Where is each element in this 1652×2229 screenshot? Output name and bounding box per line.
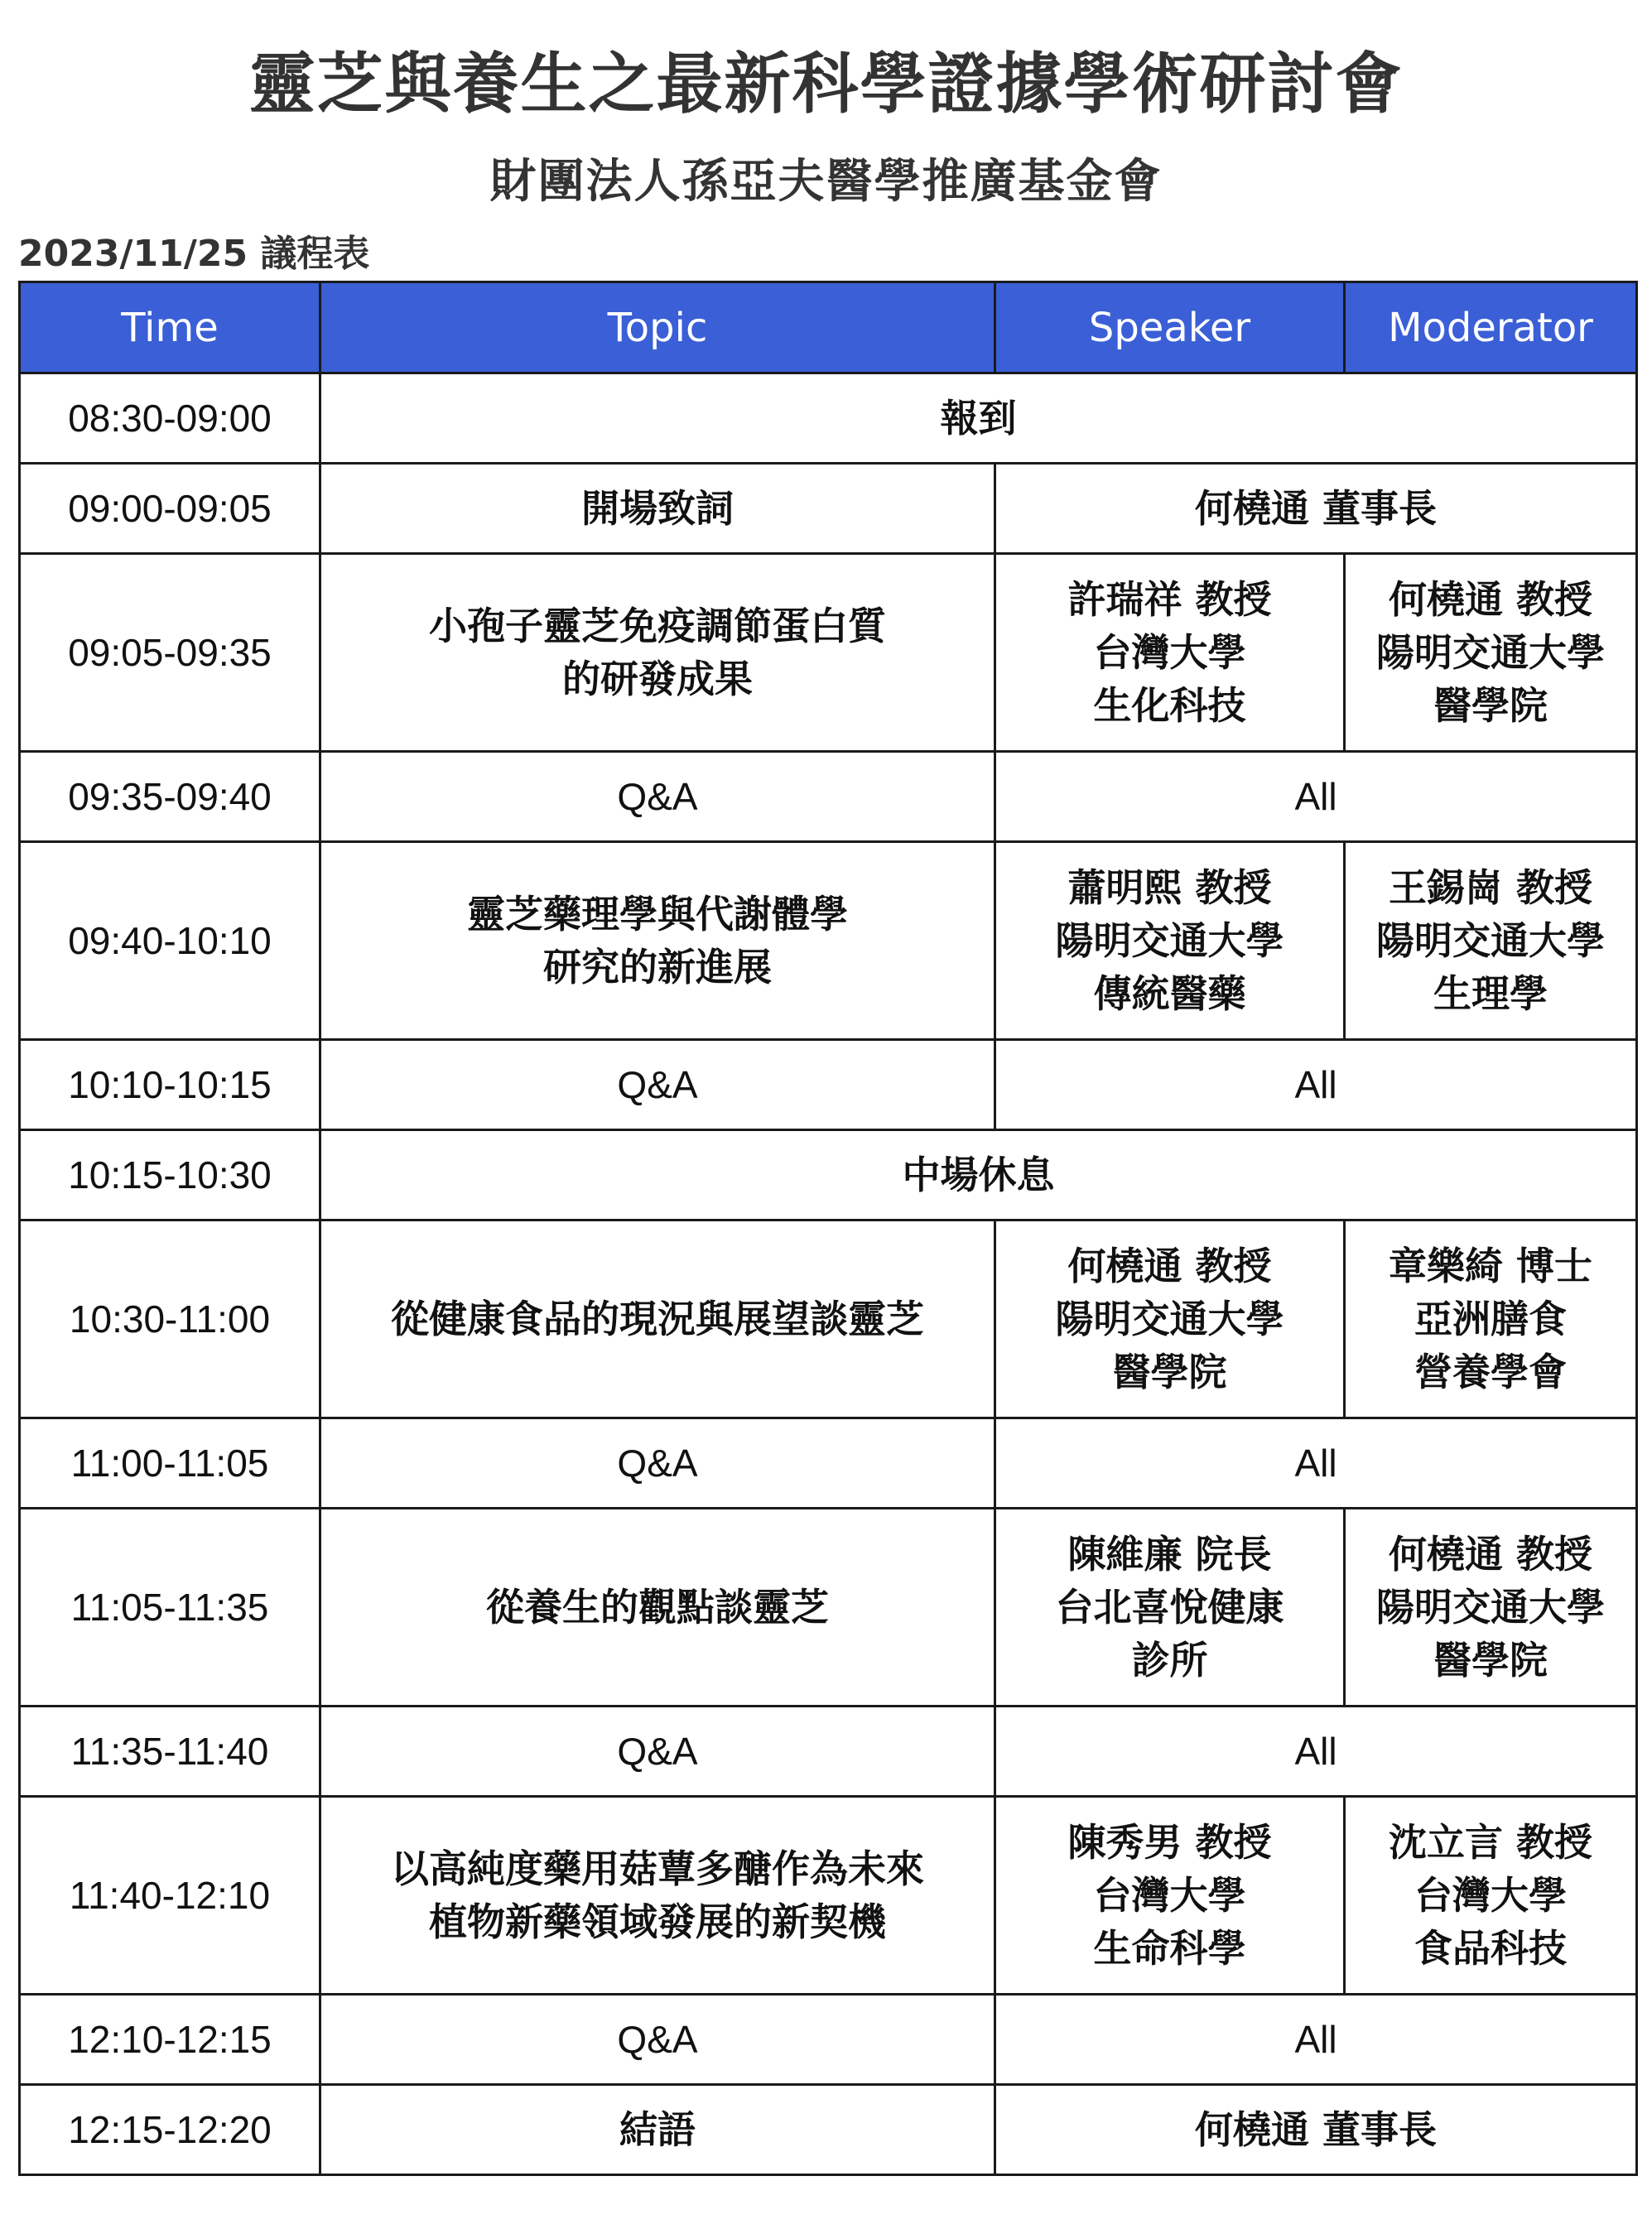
topic-cell: 從養生的觀點談靈芝	[320, 1509, 995, 1707]
agenda-row	[20, 554, 1637, 752]
time-cell: 11:05-11:35	[20, 1509, 320, 1707]
time-cell: 09:00-09:05	[20, 464, 320, 554]
topic-cell: Q&A	[320, 1995, 995, 2085]
topic-cell: 開場致詞	[320, 464, 995, 554]
agenda-row	[20, 1797, 1637, 1995]
event-cell: 中場休息	[320, 1130, 1637, 1220]
column-header-speaker: Speaker	[995, 282, 1345, 373]
page-subtitle: 財團法人孫亞夫醫學推廣基金會	[489, 155, 1163, 209]
speaker-cell: All	[995, 1707, 1637, 1797]
speaker-cell: 何橈通 董事長	[995, 2085, 1637, 2175]
speaker-cell: 蕭明熙 教授 陽明交通大學 傳統醫藥	[995, 842, 1345, 1040]
topic-cell: 小孢子靈芝免疫調節蛋白質 的研發成果	[320, 554, 995, 752]
speaker-cell: 陳秀男 教授 台灣大學 生命科學	[995, 1797, 1345, 1995]
time-cell: 08:30-09:00	[20, 373, 320, 464]
time-cell: 12:15-12:20	[20, 2085, 320, 2175]
time-cell: 09:05-09:35	[20, 554, 320, 752]
time-cell: 10:10-10:15	[20, 1040, 320, 1130]
agenda-row	[20, 464, 1637, 554]
agenda-row	[20, 752, 1637, 842]
moderator-cell: 章樂綺 博士 亞洲膳食 營養學會	[1345, 1220, 1637, 1418]
agenda-header-row	[20, 282, 1637, 373]
speaker-cell: 許瑞祥 教授 台灣大學 生化科技	[995, 554, 1345, 752]
agenda-row	[20, 1130, 1637, 1220]
time-cell: 11:00-11:05	[20, 1418, 320, 1509]
speaker-cell: All	[995, 752, 1637, 842]
column-header-moderator: Moderator	[1345, 282, 1637, 373]
speaker-cell: All	[995, 1418, 1637, 1509]
topic-cell: Q&A	[320, 1040, 995, 1130]
speaker-cell: All	[995, 1995, 1637, 2085]
agenda-row	[20, 2085, 1637, 2175]
time-cell: 10:15-10:30	[20, 1130, 320, 1220]
moderator-cell: 何橈通 教授 陽明交通大學 醫學院	[1345, 1509, 1637, 1707]
agenda-row	[20, 1707, 1637, 1797]
agenda-row	[20, 842, 1637, 1040]
agenda-date: 2023/11/25 議程表	[18, 233, 370, 275]
agenda-row	[20, 1040, 1637, 1130]
page-title: 靈芝與養生之最新科學證據學術研討會	[248, 46, 1404, 123]
time-cell: 12:10-12:15	[20, 1995, 320, 2085]
time-cell: 11:35-11:40	[20, 1707, 320, 1797]
speaker-cell: All	[995, 1040, 1637, 1130]
column-header-time: Time	[20, 282, 320, 373]
speaker-cell: 陳維廉 院長 台北喜悅健康 診所	[995, 1509, 1345, 1707]
moderator-cell: 何橈通 教授 陽明交通大學 醫學院	[1345, 554, 1637, 752]
topic-cell: 以高純度藥用菇蕈多醣作為未來 植物新藥領域發展的新契機	[320, 1797, 995, 1995]
speaker-cell: 何橈通 董事長	[995, 464, 1637, 554]
topic-cell: Q&A	[320, 1707, 995, 1797]
agenda-row	[20, 1509, 1637, 1707]
agenda-row	[20, 1220, 1637, 1418]
agenda-row	[20, 373, 1637, 464]
topic-cell: Q&A	[320, 752, 995, 842]
moderator-cell: 王錫崗 教授 陽明交通大學 生理學	[1345, 842, 1637, 1040]
topic-cell: Q&A	[320, 1418, 995, 1509]
agenda-row	[20, 1418, 1637, 1509]
time-cell: 09:40-10:10	[20, 842, 320, 1040]
time-cell: 11:40-12:10	[20, 1797, 320, 1995]
speaker-cell: 何橈通 教授 陽明交通大學 醫學院	[995, 1220, 1345, 1418]
topic-cell: 靈芝藥理學與代謝體學 研究的新進展	[320, 842, 995, 1040]
agenda-table	[18, 281, 1638, 2176]
column-header-topic: Topic	[320, 282, 995, 373]
time-cell: 09:35-09:40	[20, 752, 320, 842]
agenda-row	[20, 1995, 1637, 2085]
moderator-cell: 沈立言 教授 台灣大學 食品科技	[1345, 1797, 1637, 1995]
time-cell: 10:30-11:00	[20, 1220, 320, 1418]
topic-cell: 結語	[320, 2085, 995, 2175]
topic-cell: 從健康食品的現況與展望談靈芝	[320, 1220, 995, 1418]
event-cell: 報到	[320, 373, 1637, 464]
